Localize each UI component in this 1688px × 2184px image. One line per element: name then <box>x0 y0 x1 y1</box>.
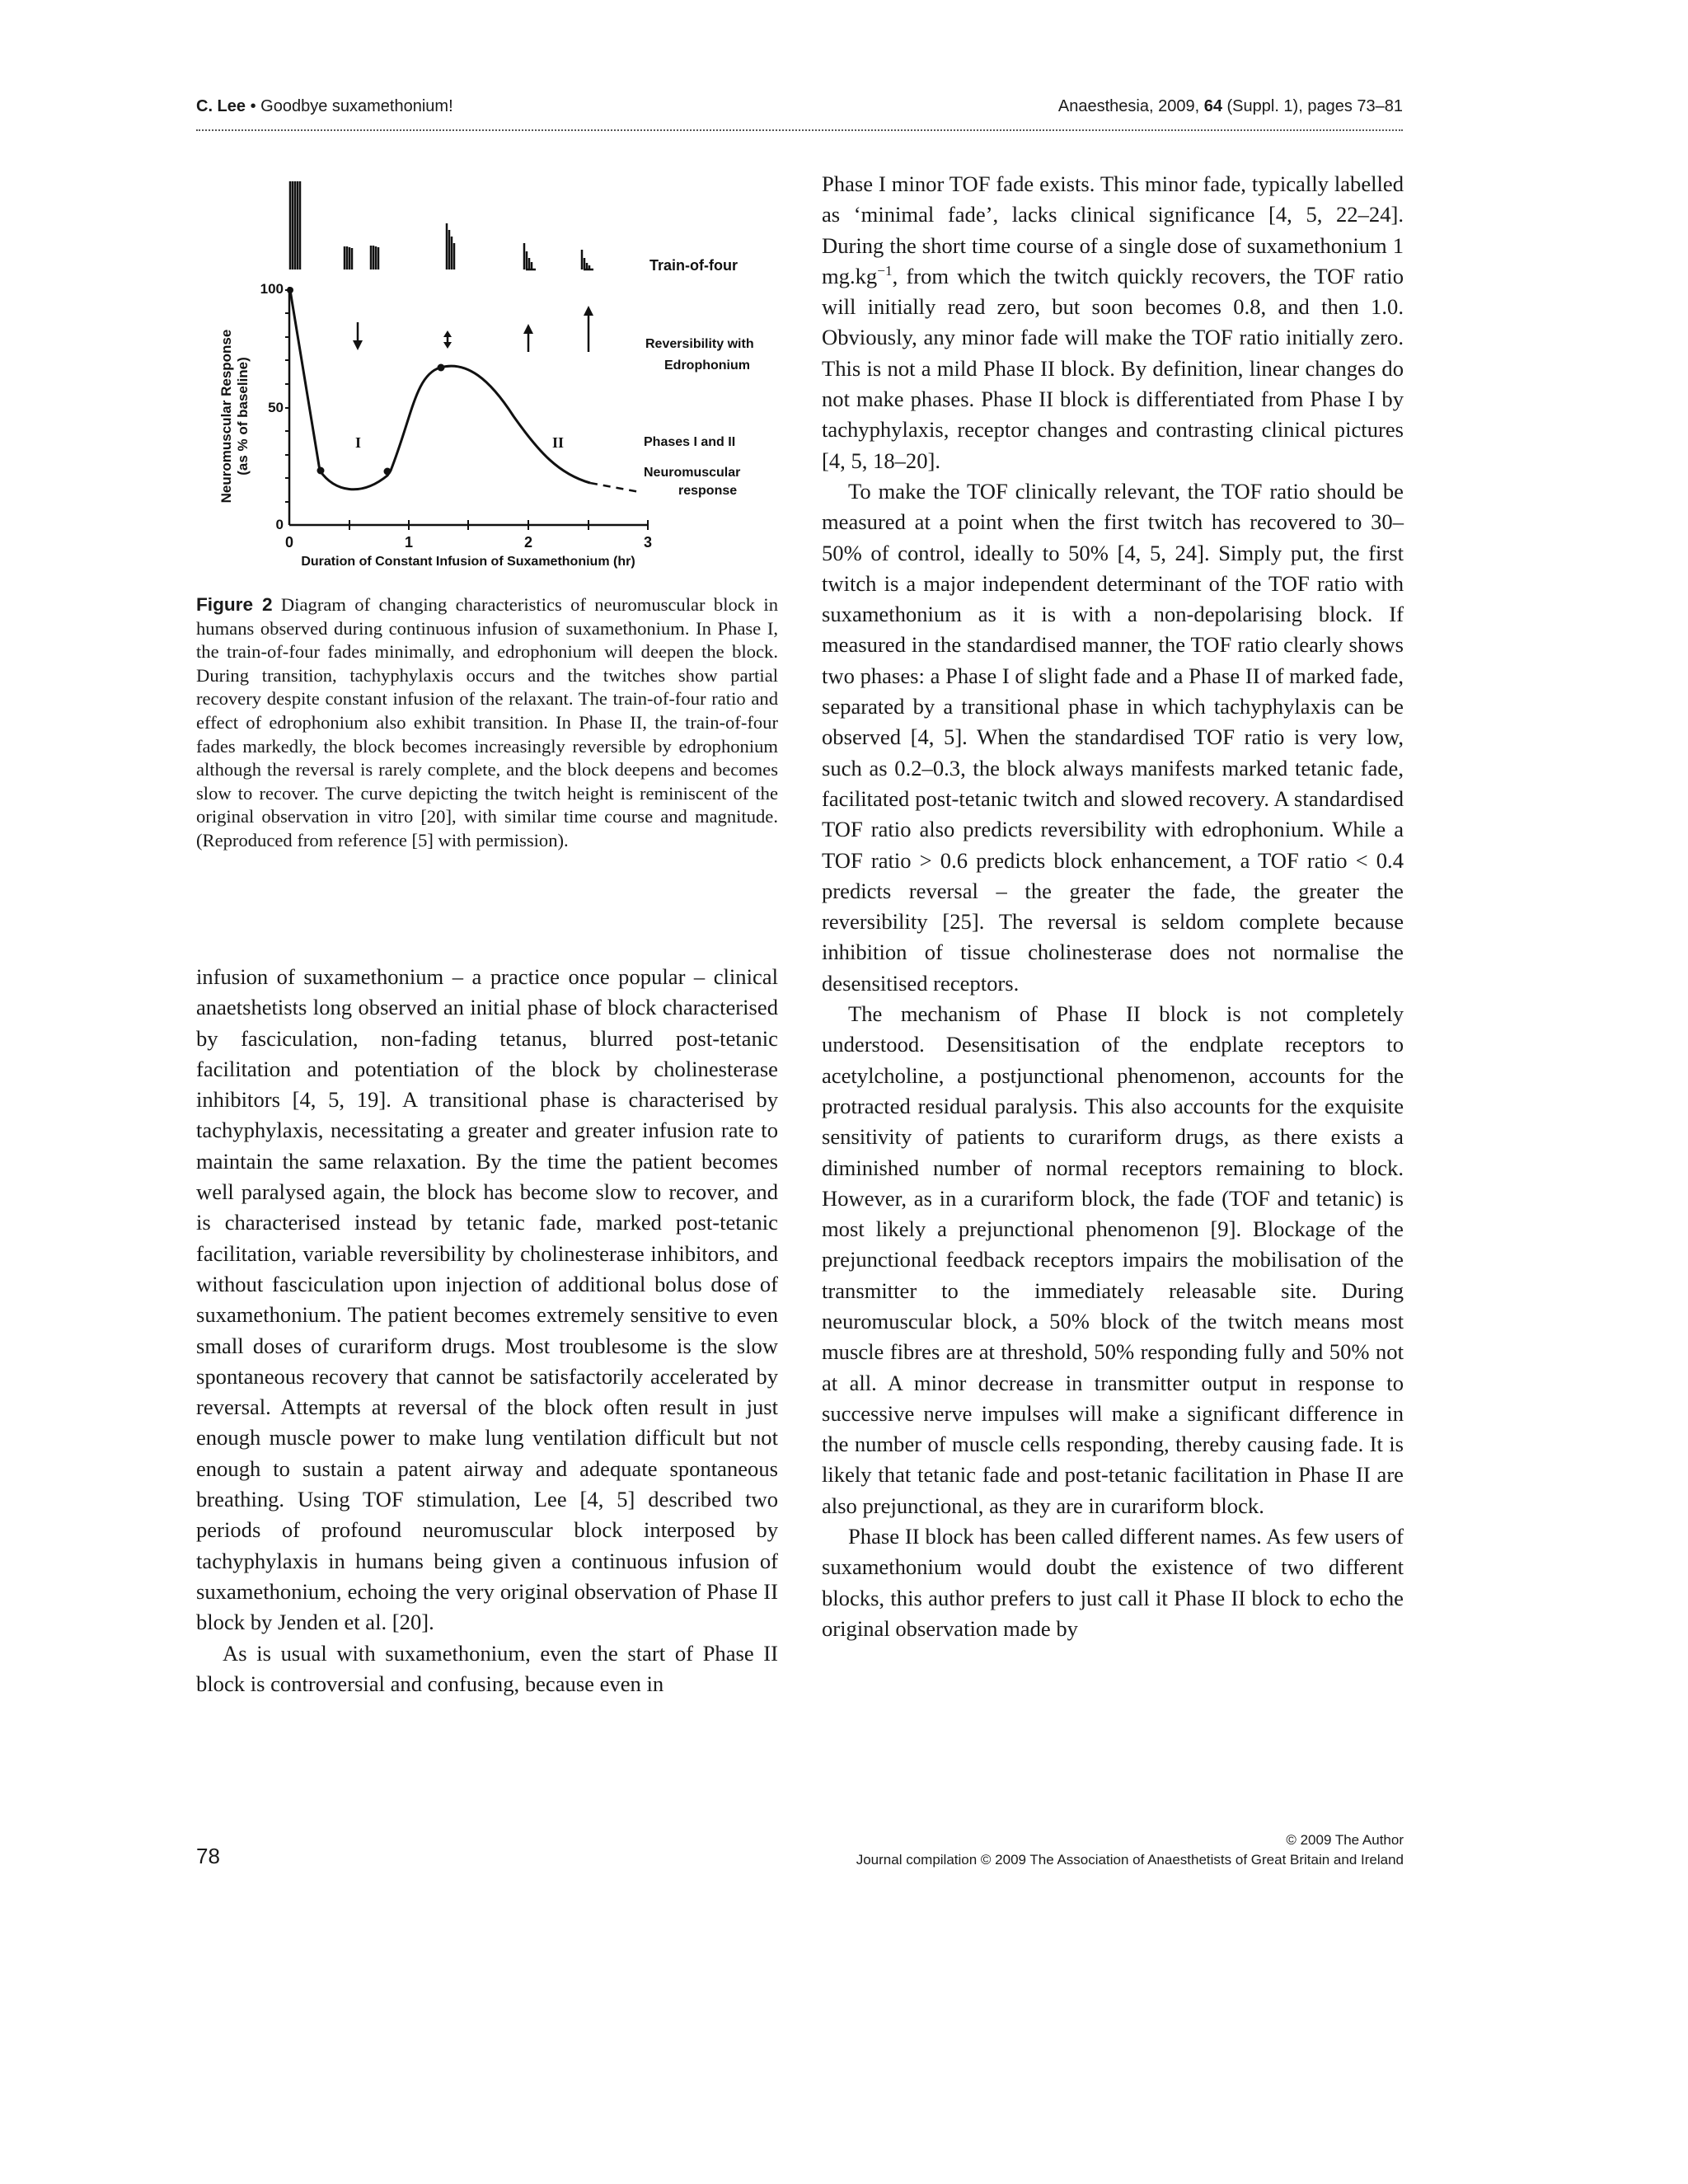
y-tick-50: 50 <box>268 400 284 415</box>
curve-point <box>317 467 325 475</box>
response-curve-projection <box>590 483 640 492</box>
right-paragraph-1 <box>822 169 1404 476</box>
curve-point <box>287 287 293 293</box>
right-paragraph-1-b: , from which the twitch quickly recovers, the TOF ratio will initially read zero, but soon becomes 0.8, and then 1.0. Obviously, any minor fade will make the TOF ratio initially zero. This is not a mild Phase II block. By definition, linear changes do not make phases. Phase II block is differentiated from Phase I by tachyphylaxis, receptor changes and contrasting clinical pictures [4, 5, 18–20]. <box>822 263 1404 473</box>
arrow-down-icon <box>353 340 363 350</box>
y-axis-label-line2: (as % of baseline) <box>235 357 251 476</box>
figure-diagram <box>196 169 778 573</box>
copyright-line: © 2009 The Author <box>1286 1832 1404 1848</box>
right-paragraph-2: To make the TOF clinically relevant, the TOF ratio should be measured at a point when the first twitch has recovered to 30–50% of control, ideally to 50% [4, 5, 24]. Simply put, the first twitch is a major independent determinant of the TOF ratio with suxamethonium as it is with a non-depolarising block. If measured in the standardised manner, the TOF ratio clearly shows two phases: a Phase I of slight fade and a Phase II of marked fade, separated by a transitional phase in which tachyphylaxis can be observed [4, 5]. When the standardised TOF ratio is very low, such as 0.2–0.3, the block always manifests marked tetanic fade, facilitated post-tetanic twitch and slowed recovery. A standardised TOF ratio also predicts reversibility with edrophonium. While a TOF ratio > 0.6 predicts block enhancement, a TOF ratio < 0.4 predicts reversal – the greater the fade, the greater the reversibility [25]. The reversal is seldom complete because inhibition of tissue cholinesterase does not normalise the desensitised receptors. <box>822 478 1404 996</box>
x-tick-3: 3 <box>643 534 653 551</box>
journal-pages: (Suppl. 1), pages 73–81 <box>1221 97 1403 115</box>
page-number: 78 <box>196 1844 220 1868</box>
unit-superscript: −1 <box>877 263 893 279</box>
left-paragraph-2: As is usual with suxamethonium, even the start of Phase II block is controversial and confusing, because even in <box>196 1640 778 1696</box>
label-train-of-four: Train-of-four <box>649 257 738 274</box>
journal-name: Anaesthesia, 2009, <box>1057 97 1204 115</box>
figure-2 <box>196 169 778 573</box>
train-of-four-twitches <box>290 181 593 269</box>
right-column <box>822 169 1404 1644</box>
curve-point <box>438 364 445 372</box>
y-tick-0: 0 <box>275 517 284 532</box>
running-head-left <box>196 97 453 116</box>
figure-caption-text: Diagram of changing characteristics of neuromuscular block in humans observed during continuous infusion of suxamethonium. In Phase I, the train-of-four fades minimally, and edrophonium will deepen the block. During transition, tachyphylaxis occurs and the twitches show partial recovery despite constant infusion of the relaxant. The train-of-four ratio and effect of edrophonium also exhibit transition. In Phase II, the train-of-four fades markedly, the block becomes increasingly reversible by edrophonium although the reversal is rarely complete, and the block deepens and becomes slow to recover. The curve depicting the twitch height is reminiscent of the original observation in vitro [20], with similar time course and magnitude. (Reproduced from reference [5] with permission). <box>196 594 778 851</box>
response-curve <box>290 290 590 490</box>
curve-point <box>384 468 392 476</box>
y-tick-100: 100 <box>260 281 284 297</box>
reversibility-arrows <box>358 312 588 352</box>
header-rule <box>196 129 1403 131</box>
arrow-up-icon <box>584 306 593 316</box>
journal-volume: 64 <box>1203 97 1222 115</box>
header-bullet: • <box>250 97 256 115</box>
figure-caption <box>196 593 778 853</box>
arrow-up-icon <box>523 324 533 334</box>
label-phases: Phases I and II <box>644 435 736 449</box>
phase-2-label: II <box>552 434 565 451</box>
author-name: C. Lee <box>196 97 246 115</box>
label-response-line2: response <box>678 484 738 498</box>
right-paragraph-1-a: Phase I minor TOF fade exists. This minor fade, typically labelled as ‘minimal fade’, lacks clinical significance [4, 5, 22–24]. During the short time course of a single dose of suxamethonium 1 mg.kg <box>822 171 1404 288</box>
figure-caption-label: Figure 2 <box>196 594 273 615</box>
label-response-line1: Neuromuscular <box>644 466 741 480</box>
arrow-up-icon <box>443 330 452 337</box>
left-column <box>196 962 778 1699</box>
right-paragraph-4: Phase II block has been called different names. As few users of suxamethonium would doubt the existence of two different blocks, this author prefers to just call it Phase II block to echo the original observation made by <box>822 1524 1404 1641</box>
x-axis-label: Duration of Constant Infusion of Suxamethonium (hr) <box>301 555 635 569</box>
x-tick-1: 1 <box>404 534 414 551</box>
y-axis-label-line1: Neuromuscular Response <box>218 329 234 504</box>
short-title: Goodbye suxamethonium! <box>260 97 453 115</box>
running-head-right <box>1058 97 1403 116</box>
arrow-down-icon <box>443 342 452 349</box>
label-reversibility-line2: Edrophonium <box>664 359 750 373</box>
right-paragraph-3: The mechanism of Phase II block is not completely understood. Desensitisation of the endplate receptors to acetylcholine, a postjunctional phenomenon, accounts for the protracted residual paralysis. This also accounts for the exquisite sensitivity of patients to curariform drugs, as there exists a diminished number of normal receptors remaining to block. However, as in a curariform block, the fade (TOF and tetanic) is most likely a prejunctional phenomenon [9]. Blockage of the prejunctional feedback receptors impairs the mobilisation of the transmitter to the immediately releasable site. During neuromuscular block, a 50% block of the twitch means most muscle fibres are at threshold, 50% responding fully and 50% not at all. A minor decrease in transmitter output in response to successive nerve impulses will make a significant difference in the number of muscle cells responding, thereby causing fade. It is likely that tetanic fade and post-tetanic facilitation in Phase II are also prejunctional, as they are in curariform block. <box>822 1001 1404 1518</box>
left-paragraph-1: infusion of suxamethonium – a practice once popular – clinical anaetshetists long observed an initial phase of block characterised by fasciculation, non-fading tetanus, blurred post-tetanic facilitation and potentiation of the block by cholinesterase inhibitors [4, 5, 19]. A transitional phase is characterised by tachyphylaxis, necessitating a greater and greater infusion rate to maintain the same relaxation. By the time the patient becomes well paralysed again, the block has become slow to recover, and is characterised instead by tetanic fade, marked post-tetanic facilitation, variable reversibility by cholinesterase inhibitors, and without fasciculation upon injection of additional bolus dose of suxamethonium. The patient becomes extremely sensitive to even small doses of curariform drugs. Most troublesome is the slow spontaneous recovery that cannot be satisfactorily accelerated by reversal. Attempts at reversal of the block often result in just enough muscle power to make lung ventilation difficult but not enough to sustain a patent airway and adequate spontaneous breathing. Using TOF stimulation, Lee [4, 5] described two periods of profound neuromuscular block interposed by tachyphylaxis in humans being given a continuous infusion of suxamethonium, echoing the very original observation of Phase II block by Jenden et al. [20]. <box>196 964 778 1635</box>
phase-1-label: I <box>355 434 362 451</box>
x-tick-2: 2 <box>523 534 533 551</box>
journal-compilation-line: Journal compilation © 2009 The Association of Anaesthetists of Great Britain and Ireland <box>856 1852 1404 1868</box>
x-tick-0: 0 <box>284 534 294 551</box>
label-reversibility-line1: Reversibility with <box>645 337 754 351</box>
